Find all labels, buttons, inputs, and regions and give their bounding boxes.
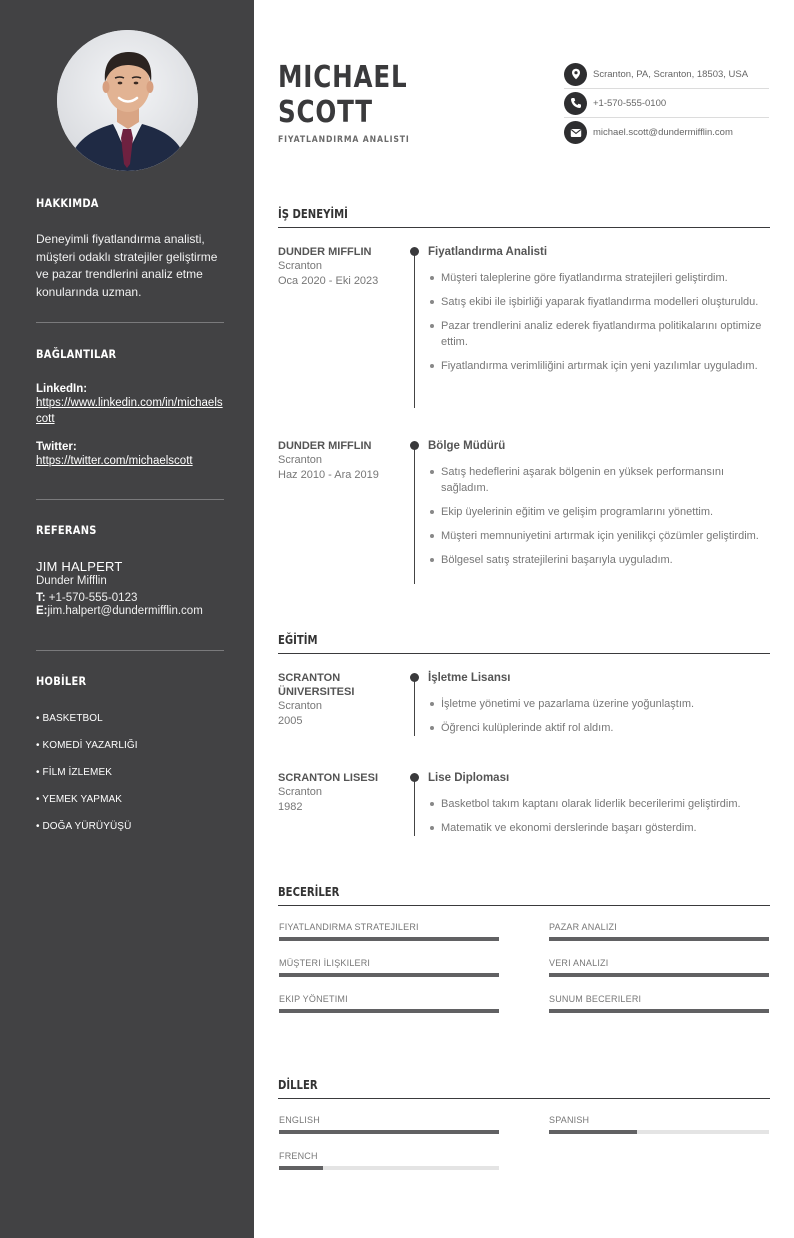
job-bullets: [428, 464, 770, 568]
job-bullets: [428, 270, 770, 374]
skill-item: [549, 994, 769, 1013]
hobbies-section: [36, 674, 224, 848]
skills-title: [278, 885, 770, 906]
reference-phone-line: [36, 592, 224, 604]
language-bar-fill: [279, 1130, 499, 1134]
reference-name: JIM HALPERT: [36, 559, 123, 574]
email-text[interactable]: michael.scott@dundermifflin.com: [593, 127, 733, 138]
job-bullet: Müşteri memnuniyetini artırmak için yenilikçi çözümler geliştirdim.: [428, 528, 770, 544]
full-name: [278, 60, 408, 130]
job-location: Scranton: [278, 454, 323, 466]
timeline-dot: [410, 247, 419, 256]
twitter-link-block: [36, 441, 224, 469]
last-name: SCOTT: [278, 95, 373, 130]
school-detail: [428, 671, 770, 744]
hobby-item: • YEMEK YAPMAK: [36, 794, 123, 805]
school-location: Scranton: [278, 786, 323, 798]
school-year: 1982: [278, 800, 303, 813]
reference-email-label: E:: [36, 605, 48, 617]
school-bullets: [428, 696, 770, 736]
links-title: BAĞLANTILAR: [36, 347, 117, 361]
twitter-label: Twitter:: [36, 441, 77, 453]
timeline-dot: [410, 673, 419, 682]
school-meta: [278, 771, 403, 814]
job-detail: [428, 439, 770, 576]
skill-name: PAZAR ANALIZI: [549, 922, 617, 932]
about-section: [36, 196, 224, 301]
job-bullet: Satış ekibi ile işbirliği yaparak fiyatlandırma modelleri oluşturuldu.: [428, 294, 770, 310]
about-text: Deneyimli fiyatlandırma analisti, müşteri odaklı stratejiler geliştirme ve pazar trendlerini analiz etme konularında uzman.: [36, 232, 218, 299]
school-bullets: [428, 796, 770, 836]
skill-bar-fill: [549, 973, 769, 977]
skill-item: [549, 922, 769, 941]
twitter-link[interactable]: https://twitter.com/michaelscott: [36, 455, 193, 467]
school-bullet: İşletme yönetimi ve pazarlama üzerine yoğunlaştım.: [428, 696, 770, 712]
sidebar-divider: [36, 650, 224, 651]
job-role: Bölge Müdürü: [428, 440, 506, 452]
language-bar: [279, 1130, 499, 1134]
language-bar-fill: [279, 1166, 323, 1170]
location-pin-icon: [564, 63, 587, 86]
job-meta: [278, 439, 403, 482]
skill-bar-fill: [279, 973, 499, 977]
job-bullet: Fiyatlandırma verimliliğini artırmak için yeni yazılımlar uyguladım.: [428, 358, 770, 374]
reference-phone: +1-570-555-0123: [48, 592, 138, 604]
skill-item: [279, 958, 499, 977]
links-section: [36, 347, 224, 469]
school-year: 2005: [278, 714, 303, 727]
reference-phone-label: T:: [36, 592, 46, 604]
reference-section: [36, 523, 224, 617]
skill-bar: [279, 1009, 499, 1013]
phone-icon: [564, 92, 587, 115]
school-bullet: Basketbol takım kaptanı olarak liderlik becerilerimi geliştirdim.: [428, 796, 770, 812]
experience-title: [278, 207, 770, 228]
job-meta: [278, 245, 403, 288]
school-detail: [428, 771, 770, 844]
timeline-line: [414, 776, 415, 836]
job-bullet: Satış hedeflerini aşarak bölgenin en yüksek performansını sağladım.: [428, 464, 770, 496]
school-location: Scranton: [278, 700, 323, 712]
degree-name: İşletme Lisansı: [428, 672, 511, 684]
linkedin-label: LinkedIn:: [36, 383, 88, 395]
language-bar-fill: [549, 1130, 637, 1134]
language-name: FRENCH: [279, 1151, 318, 1161]
job-company: DUNDER MIFFLIN: [278, 440, 372, 452]
job-role: Fiyatlandırma Analisti: [428, 246, 548, 258]
contact-phone: [564, 89, 769, 118]
reference-email: jim.halpert@dundermifflin.com: [47, 605, 203, 617]
linkedin-link-block: [36, 383, 224, 427]
reference-company: Dunder Mifflin: [36, 575, 107, 587]
school-name: SCRANTON LISESI: [278, 772, 379, 784]
school-bullet: Öğrenci kulüplerinde aktif rol aldım.: [428, 720, 770, 736]
skill-bar: [549, 973, 769, 977]
education-title: [278, 633, 770, 654]
contact-email: [564, 118, 769, 147]
skill-name: VERI ANALIZI: [549, 958, 609, 968]
timeline-dot: [410, 773, 419, 782]
school-name: SCRANTON ÜNIVERSITESI: [278, 672, 355, 698]
job-detail: [428, 245, 770, 382]
first-name: MICHAEL: [278, 60, 408, 95]
job-dates: Haz 2010 - Ara 2019: [278, 468, 379, 481]
job-location: Scranton: [278, 260, 323, 272]
sidebar-divider: [36, 499, 224, 500]
hobbies-list: [36, 713, 224, 848]
job-bullet: Ekip üyelerinin eğitim ve gelişim programlarını yönettim.: [428, 504, 770, 520]
timeline-line: [414, 444, 415, 584]
skill-bar: [279, 973, 499, 977]
skills-title-text: BECERİLER: [278, 885, 340, 899]
job-title: FIYATLANDIRMA ANALISTI: [278, 135, 410, 145]
skill-bar-fill: [549, 1009, 769, 1013]
job-dates: Oca 2020 - Eki 2023: [278, 274, 379, 287]
language-bar: [279, 1166, 499, 1170]
skill-name: MÜŞTERI İLIŞKILERI: [279, 958, 371, 968]
skill-name: SUNUM BECERILERI: [549, 994, 642, 1004]
skill-item: [279, 994, 499, 1013]
skill-bar-fill: [279, 937, 499, 941]
contact-address: [564, 60, 769, 89]
phone-text: +1-570-555-0100: [593, 97, 667, 109]
skill-bar: [549, 937, 769, 941]
skill-bar: [279, 937, 499, 941]
reference-title: REFERANS: [36, 523, 97, 537]
job-bullet: Müşteri taleplerine göre fiyatlandırma stratejileri geliştirdim.: [428, 270, 770, 286]
language-name: ENGLISH: [279, 1115, 320, 1125]
reference-email-line: [36, 605, 224, 617]
timeline-line: [414, 676, 415, 736]
hobby-item: • DOĞA YÜRÜYÜŞÜ: [36, 821, 132, 832]
profile-photo: [57, 30, 198, 171]
about-title: HAKKIMDA: [36, 196, 99, 210]
hobby-item: • BASKETBOL: [36, 713, 103, 724]
language-bar: [549, 1130, 769, 1134]
skill-item: [279, 922, 499, 941]
language-item: [279, 1115, 499, 1134]
portrait-image: [57, 30, 198, 171]
hobby-item: • KOMEDİ YAZARLIĞI: [36, 740, 138, 751]
job-bullet: Bölgesel satış stratejilerini başarıyla uyguladım.: [428, 552, 770, 568]
job-company: DUNDER MIFFLIN: [278, 246, 372, 258]
hobbies-title: HOBİLER: [36, 674, 87, 688]
skill-bar-fill: [549, 937, 769, 941]
skill-bar-fill: [279, 1009, 499, 1013]
skill-name: FIYATLANDIRMA STRATEJILERI: [279, 922, 419, 932]
linkedin-link[interactable]: https://www.linkedin.com/in/michaelscott: [36, 397, 223, 425]
timeline-line: [414, 250, 415, 408]
languages-title-text: DİLLER: [278, 1078, 318, 1092]
hobby-item: • FİLM İZLEMEK: [36, 767, 113, 778]
job-bullet: Pazar trendlerini analiz ederek fiyatlandırma politikalarını optimize ettim.: [428, 318, 770, 350]
timeline-dot: [410, 441, 419, 450]
skill-name: EKIP YÖNETIMI: [279, 994, 348, 1004]
sidebar: [0, 0, 254, 1238]
skill-bar: [549, 1009, 769, 1013]
language-name: SPANISH: [549, 1115, 590, 1125]
skill-item: [549, 958, 769, 977]
sidebar-divider: [36, 322, 224, 323]
mail-icon: [564, 121, 587, 144]
experience-title-text: İŞ DENEYİMİ: [278, 207, 348, 221]
degree-name: Lise Diploması: [428, 772, 510, 784]
languages-title: [278, 1078, 770, 1099]
school-bullet: Matematik ve ekonomi derslerinde başarı gösterdim.: [428, 820, 770, 836]
education-title-text: EĞİTİM: [278, 633, 318, 647]
address-text: Scranton, PA, Scranton, 18503, USA: [593, 68, 749, 80]
language-item: [549, 1115, 769, 1134]
school-meta: [278, 671, 388, 728]
language-item: [279, 1151, 499, 1170]
